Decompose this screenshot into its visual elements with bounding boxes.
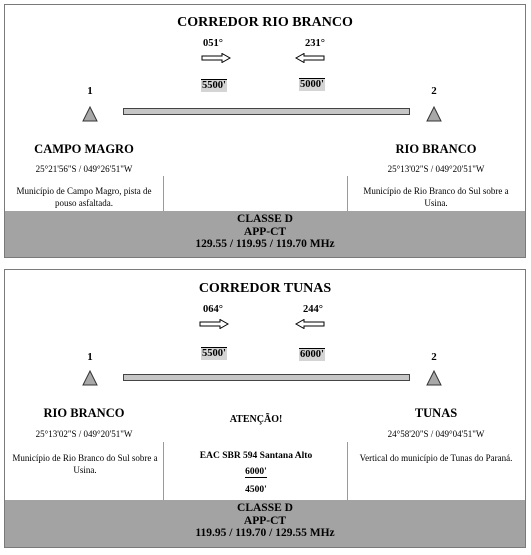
column-divider (163, 442, 164, 500)
point-2-number: 2 (431, 351, 437, 363)
right-arrow-icon (199, 319, 229, 329)
point-2-coordinates: 24°58'20"S / 049°04'51"W (387, 429, 485, 439)
column-divider (347, 176, 348, 212)
point-1-coordinates: 25°21'56"S / 049°26'51"W (35, 164, 133, 174)
point-2-coordinates: 25°13'02"S / 049°20'51"W (387, 164, 485, 174)
corridor-route-bar (123, 108, 410, 115)
airspace-info-footer (5, 500, 525, 547)
point-2-number: 2 (431, 85, 437, 97)
airspace-frequencies: 119.95 / 119.70 / 129.55 MHz (195, 527, 335, 539)
altitude-outbound: 5500' (202, 80, 226, 91)
point-1-number: 1 (87, 351, 93, 363)
airspace-info-footer (5, 211, 525, 257)
heading-outbound-label: 051° (203, 38, 223, 49)
corridor-title: CORREDOR RIO BRANCO (177, 15, 353, 30)
triangle-waypoint-icon (426, 370, 442, 386)
restricted-area-name: EAC SBR 594 Santana Alto (199, 451, 313, 461)
left-arrow-icon (295, 53, 325, 63)
airspace-frequencies: 129.55 / 119.95 / 119.70 MHz (195, 238, 335, 250)
right-arrow-icon (201, 53, 231, 63)
point-1-number: 1 (87, 85, 93, 97)
point-2-description: Município de Rio Branco do Sul sobre a Usina. (363, 186, 509, 208)
point-1-description: Município de Campo Magro, pista de pouso asfaltada. (16, 186, 152, 208)
airspace-class: CLASSE D (237, 213, 293, 225)
airspace-class: CLASSE D (237, 502, 293, 514)
airspace-unit: APP-CT (243, 225, 287, 238)
triangle-waypoint-icon (426, 106, 442, 122)
restricted-area-upper-altitude: 6000' (245, 467, 267, 477)
left-arrow-icon (295, 319, 325, 329)
point-2-name: RIO BRANCO (395, 142, 477, 156)
heading-inbound-label: 231° (305, 38, 325, 49)
point-1-name: RIO BRANCO (43, 406, 125, 420)
altitude-inbound: 5000' (300, 79, 324, 90)
triangle-waypoint-icon (82, 106, 98, 122)
column-divider (347, 442, 348, 500)
column-divider (163, 176, 164, 212)
attention-label: ATENÇÃO! (229, 414, 283, 425)
airspace-unit: APP-CT (243, 514, 287, 527)
corridor-panel-tunas (4, 269, 526, 548)
heading-inbound-label: 244° (303, 304, 323, 315)
point-1-description: Município de Rio Branco do Sul sobre a Usina. (12, 453, 158, 475)
restricted-area-lower-altitude: 4500' (245, 485, 267, 495)
restricted-area-upper-wrap (167, 467, 345, 477)
triangle-waypoint-icon (82, 370, 98, 386)
point-1-coordinates: 25°13'02"S / 049°20'51"W (35, 429, 133, 439)
point-1-name: CAMPO MAGRO (34, 142, 134, 156)
point-2-name: TUNAS (414, 406, 458, 420)
corridor-panel-rio-branco (4, 4, 526, 258)
corridor-title: CORREDOR TUNAS (198, 281, 332, 296)
altitude-inbound: 6000' (300, 349, 324, 360)
altitude-outbound: 5500' (202, 348, 226, 359)
point-2-description: Vertical do município de Tunas do Paraná. (359, 453, 513, 463)
heading-outbound-label: 064° (203, 304, 223, 315)
corridor-route-bar (123, 374, 410, 381)
